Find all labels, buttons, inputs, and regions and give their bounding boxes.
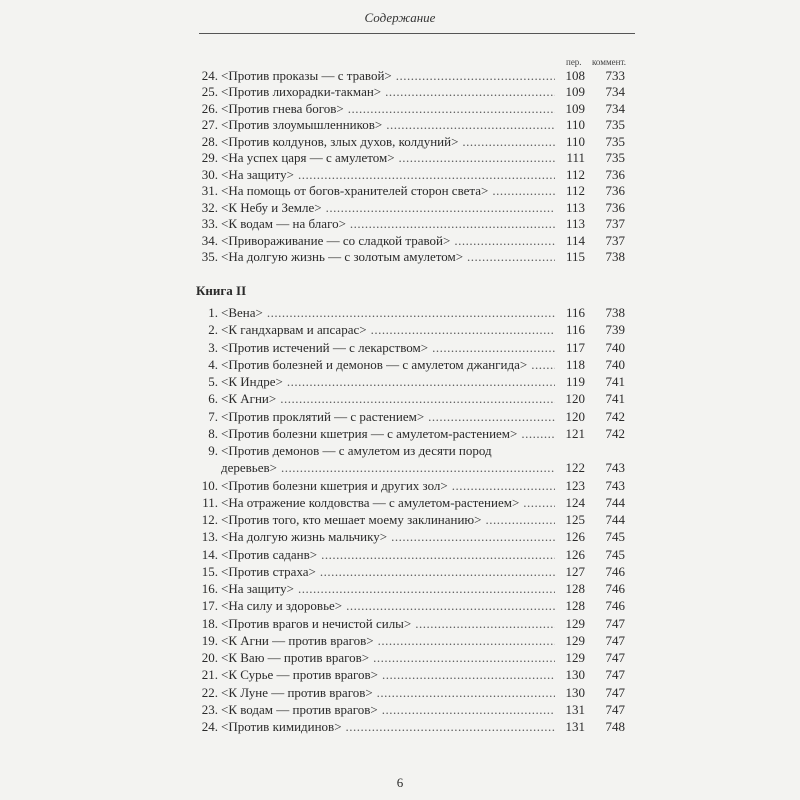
entry-number: 23. <box>201 701 218 717</box>
entry-page: 113 <box>565 216 585 232</box>
toc-entry <box>194 134 625 150</box>
toc-entry <box>194 356 625 373</box>
toc-entry <box>194 701 625 718</box>
entry-comment-page: 747 <box>605 701 625 717</box>
leader-dots <box>531 356 555 373</box>
header-rule <box>199 33 635 34</box>
entry-comment-page: 740 <box>605 356 625 372</box>
entry-number: 9. <box>208 443 218 458</box>
entry-page: 127 <box>565 563 585 579</box>
entry-title: <К водам — против врагов> <box>221 701 378 717</box>
toc-entry <box>194 117 625 133</box>
entry-number: 25. <box>201 84 218 100</box>
entry-title: <Против демонов — с амулетом из десяти пород <box>221 443 492 458</box>
entry-number: 24. <box>201 719 218 734</box>
entry-page: 108 <box>565 68 585 83</box>
leader-dots <box>523 494 555 511</box>
entry-page: 119 <box>565 374 585 389</box>
entry-title: <Против врагов и нечистой силы> <box>221 615 412 631</box>
entry-comment-page: 743 <box>605 477 625 493</box>
entry-comment-page: 747 <box>605 615 625 631</box>
entry-page: 120 <box>565 408 585 424</box>
entry-title-continued: деревьев> <box>221 460 277 476</box>
toc-entry <box>194 216 625 232</box>
toc-entry <box>194 183 625 199</box>
leader-dots <box>382 701 555 718</box>
entry-title: <На защиту> <box>221 581 294 596</box>
entry-number: 4. <box>208 356 218 372</box>
entry-page: 131 <box>565 701 585 717</box>
toc-entry <box>194 84 625 100</box>
leader-dots <box>415 615 555 632</box>
entry-page: 126 <box>565 529 585 545</box>
entry-title: <К гандхарвам и апсарас> <box>221 322 367 338</box>
entry-title: <На долгую жизнь — с золотым амулетом> <box>221 248 464 264</box>
entry-title: <Против болезней и демонов — с амулетом джангида> <box>221 356 528 372</box>
entry-page: 112 <box>565 166 585 182</box>
entry-page: 130 <box>565 684 585 700</box>
entry-comment-page: 744 <box>605 494 625 510</box>
entry-number: 1. <box>208 305 218 320</box>
entry-page: 131 <box>565 719 585 734</box>
entry-title: <Против лихорадки-такман> <box>221 84 382 100</box>
leader-dots <box>399 150 555 166</box>
leader-dots <box>326 200 555 216</box>
entry-page: 110 <box>565 133 585 149</box>
entry-title: <К Небу и Земле> <box>221 199 322 215</box>
entry-comment-page: 737 <box>605 216 625 232</box>
entry-comment-page: 746 <box>605 598 625 614</box>
leader-dots <box>492 183 555 199</box>
toc-entry <box>194 167 625 183</box>
entry-number: 14. <box>201 546 218 562</box>
entry-page: 109 <box>565 84 585 100</box>
toc-entry <box>194 339 625 356</box>
entry-title: <На защиту> <box>221 166 294 182</box>
entry-comment-page: 746 <box>605 563 625 579</box>
entry-page: 123 <box>565 477 585 493</box>
entry-number: 21. <box>201 667 218 683</box>
entry-comment-page: 745 <box>605 546 625 562</box>
toc-entry <box>194 373 625 390</box>
entry-comment-page: 748 <box>605 719 625 734</box>
entry-comment-page: 745 <box>605 529 625 545</box>
leader-dots <box>521 425 555 442</box>
entry-comment-page: 735 <box>605 117 625 133</box>
entry-title: <К Луне — против врагов> <box>221 684 373 700</box>
toc-entry-continuation <box>194 459 625 476</box>
entry-page: 128 <box>565 581 585 596</box>
toc-entry <box>194 68 625 84</box>
entry-comment-page: 747 <box>605 667 625 683</box>
toc-entry <box>194 580 625 597</box>
entry-comment-page: 742 <box>605 425 625 441</box>
leader-dots <box>386 117 555 133</box>
leader-dots <box>377 684 555 701</box>
entry-number: 32. <box>201 199 218 215</box>
entry-number: 6. <box>208 391 218 407</box>
entry-comment-page: 736 <box>605 183 625 199</box>
entry-title: <Против проказы — с травой> <box>221 68 392 83</box>
toc-entry <box>194 390 625 407</box>
entry-page: 129 <box>565 615 585 631</box>
entry-comment-page: 733 <box>605 68 625 83</box>
entry-title: <К Индре> <box>221 374 283 389</box>
leader-dots <box>298 167 555 183</box>
entry-number: 26. <box>201 100 218 116</box>
leader-dots <box>385 84 555 100</box>
entry-title: <На силу и здоровье> <box>221 598 343 614</box>
entry-page: 120 <box>565 391 585 407</box>
entry-comment-page: 743 <box>605 460 625 476</box>
entry-number: 35. <box>201 248 218 264</box>
toc-entry <box>194 101 625 117</box>
entry-page: 130 <box>565 667 585 683</box>
leader-dots <box>432 339 555 356</box>
entry-number: 20. <box>201 650 218 665</box>
entry-page: 117 <box>565 339 585 355</box>
running-head: Содержание <box>364 10 436 25</box>
toc-entry <box>194 684 625 701</box>
entry-number: 17. <box>201 598 218 614</box>
leader-dots <box>267 304 555 321</box>
entry-number: 15. <box>201 563 218 579</box>
toc-entry <box>194 718 625 735</box>
entry-page: 125 <box>565 512 585 527</box>
entry-title: <Против злоумышленников> <box>221 117 383 133</box>
entry-comment-page: 747 <box>605 650 625 665</box>
toc-entry <box>194 249 625 265</box>
entry-title: <Против болезни кшетрия — с амулетом-растением> <box>221 425 518 441</box>
leader-dots <box>428 408 555 425</box>
entry-page: 122 <box>565 460 585 476</box>
leader-dots <box>320 563 555 580</box>
entry-page: 115 <box>565 248 585 264</box>
entry-page: 110 <box>565 117 585 133</box>
entry-comment-page: 746 <box>605 581 625 596</box>
entry-page: 116 <box>565 305 585 320</box>
leader-dots <box>378 632 555 649</box>
entry-title: <К Сурье — против врагов> <box>221 667 378 683</box>
toc-entry <box>194 200 625 216</box>
entry-number: 11. <box>202 494 218 510</box>
entry-number: 16. <box>201 581 218 596</box>
entry-title: <Привораживание — со сладкой травой> <box>221 232 451 248</box>
entry-title: <Против болезни кшетрия и других зол> <box>221 477 448 493</box>
leader-dots <box>396 68 555 84</box>
entry-number: 34. <box>201 232 218 248</box>
leader-dots <box>350 216 555 232</box>
entry-page: 129 <box>565 632 585 648</box>
entry-title: <Против истечений — с лекарством> <box>221 339 429 355</box>
entry-comment-page: 739 <box>605 322 625 338</box>
entry-comment-page: 735 <box>605 150 625 166</box>
entry-page: 118 <box>565 356 585 372</box>
entry-number: 10. <box>201 477 218 493</box>
entry-number: 19. <box>201 632 218 648</box>
entry-page: 121 <box>565 425 585 441</box>
leader-dots <box>287 373 555 390</box>
toc-entry <box>194 494 625 511</box>
entry-number: 7. <box>208 408 218 424</box>
leader-dots <box>373 649 555 666</box>
entry-page: 126 <box>565 546 585 562</box>
entry-page: 109 <box>565 100 585 116</box>
entry-page: 129 <box>565 650 585 665</box>
page-number: 6 <box>396 775 404 790</box>
toc-section-book1 <box>194 68 625 265</box>
toc-entry <box>194 528 625 545</box>
entry-title: <Против кимидинов> <box>221 719 342 734</box>
toc-entry <box>194 408 625 425</box>
entry-title: <Вена> <box>221 305 263 320</box>
entry-number: 33. <box>201 216 218 232</box>
leader-dots <box>462 134 555 150</box>
entry-title: <Против саданв> <box>221 546 318 562</box>
column-header-comment: коммент. <box>592 57 626 67</box>
entry-comment-page: 740 <box>605 339 625 355</box>
entry-comment-page: 736 <box>605 166 625 182</box>
entry-page: 112 <box>565 183 585 199</box>
leader-dots <box>280 390 555 407</box>
toc-entry <box>194 233 625 249</box>
entry-page: 111 <box>566 150 585 166</box>
entry-title: <Против страха> <box>221 563 316 579</box>
leader-dots <box>298 580 555 597</box>
entry-number: 2. <box>208 322 218 338</box>
entry-title: <К Ваю — против врагов> <box>221 650 370 665</box>
column-header-page: пер. <box>566 57 582 67</box>
leader-dots <box>382 666 555 683</box>
entry-title: <К Агни — против врагов> <box>221 632 374 648</box>
toc-entry <box>194 632 625 649</box>
leader-dots <box>467 249 555 265</box>
entry-comment-page: 738 <box>605 248 625 264</box>
leader-dots <box>452 477 555 494</box>
entry-comment-page: 737 <box>605 232 625 248</box>
toc-entry <box>194 304 625 321</box>
toc-entry <box>194 666 625 683</box>
entry-page: 116 <box>565 322 585 338</box>
leader-dots <box>371 321 555 338</box>
leader-dots <box>391 528 555 545</box>
entry-number: 5. <box>208 374 218 389</box>
leader-dots <box>454 233 555 249</box>
toc-entry <box>194 649 625 666</box>
entry-title: <Против того, кто мешает моему заклинанию> <box>221 512 482 527</box>
toc-entry <box>194 597 625 614</box>
entry-title: <Против проклятий — с растением> <box>221 408 425 424</box>
entry-number: 18. <box>201 615 218 631</box>
entry-page: 124 <box>565 494 585 510</box>
entry-page: 113 <box>565 199 585 215</box>
entry-number: 8. <box>208 425 218 441</box>
entry-comment-page: 738 <box>605 305 625 320</box>
leader-dots <box>346 597 555 614</box>
entry-number: 30. <box>201 166 218 182</box>
leader-dots <box>348 101 555 117</box>
toc-entry <box>194 477 625 494</box>
toc-entry <box>194 425 625 442</box>
toc-entry <box>194 442 625 459</box>
entry-title: <К Агни> <box>221 391 277 407</box>
entry-comment-page: 747 <box>605 632 625 648</box>
entry-title: <На долгую жизнь мальчику> <box>221 529 388 545</box>
entry-comment-page: 747 <box>605 684 625 700</box>
entry-comment-page: 742 <box>605 408 625 424</box>
toc-entry <box>194 511 625 528</box>
entry-title: <На отражение колдовства — с амулетом-растением> <box>221 494 520 510</box>
book-heading: Книга II <box>196 283 247 298</box>
entry-title: <Против гнева богов> <box>221 100 344 116</box>
toc-entry <box>194 150 625 166</box>
entry-number: 31. <box>201 183 218 199</box>
entry-title: <На помощь от богов-хранителей сторон света> <box>221 183 489 199</box>
leader-dots <box>485 511 555 528</box>
entry-comment-page: 734 <box>605 100 625 116</box>
leader-dots <box>281 459 555 476</box>
entry-comment-page: 744 <box>605 512 625 527</box>
entry-comment-page: 734 <box>605 84 625 100</box>
entry-number: 22. <box>201 684 218 700</box>
entry-number: 13. <box>201 529 218 545</box>
entry-title: <Против колдунов, злых духов, колдуний> <box>221 133 459 149</box>
entry-number: 27. <box>201 117 218 133</box>
entry-page: 128 <box>565 598 585 614</box>
leader-dots <box>346 718 555 735</box>
entry-number: 3. <box>208 339 218 355</box>
entry-number: 29. <box>201 150 218 166</box>
leader-dots <box>321 546 555 563</box>
toc-entry <box>194 321 625 338</box>
entry-title: <На успех царя — с амулетом> <box>221 150 395 166</box>
entry-comment-page: 736 <box>605 199 625 215</box>
entry-number: 24. <box>201 68 218 83</box>
toc-entry <box>194 546 625 563</box>
entry-comment-page: 741 <box>605 374 625 389</box>
entry-page: 114 <box>565 232 585 248</box>
toc-section-book2 <box>194 304 625 735</box>
entry-comment-page: 735 <box>605 133 625 149</box>
entry-number: 28. <box>201 133 218 149</box>
entry-title: <К водам — на благо> <box>221 216 346 232</box>
entry-number: 12. <box>201 512 218 527</box>
toc-entry <box>194 563 625 580</box>
toc-entry <box>194 615 625 632</box>
entry-comment-page: 741 <box>605 391 625 407</box>
